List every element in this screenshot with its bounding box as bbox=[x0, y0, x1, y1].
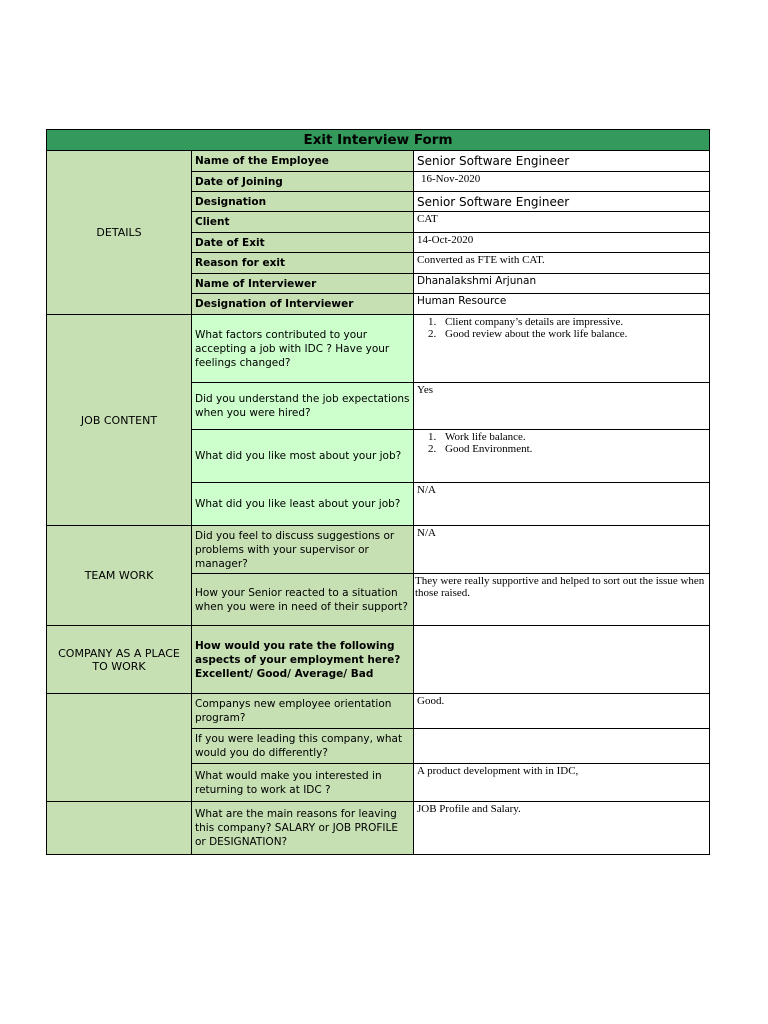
answer-job-expectations: Yes bbox=[414, 383, 710, 430]
question-rate-aspects: How would you rate the following aspects of your employment here? Excellent/ Good/ Average/ Bad bbox=[192, 626, 414, 694]
value-interviewer-name: Dhanalakshmi Arjunan bbox=[414, 274, 710, 294]
label-designation: Designation bbox=[192, 192, 414, 212]
answer-list bbox=[417, 431, 706, 455]
label-reason-for-exit: Reason for exit bbox=[192, 253, 414, 274]
question-leading-company: If you were leading this company, what would you do differently? bbox=[192, 729, 414, 764]
value-reason-for-exit: Converted as FTE with CAT. bbox=[414, 253, 710, 274]
exit-interview-table bbox=[46, 129, 710, 855]
answer-senior-support: They were really supportive and helped to sort out the issue when those raised. bbox=[414, 574, 710, 626]
section-company-place: COMPANY AS A PLACE TO WORK bbox=[47, 626, 192, 694]
value-designation: Senior Software Engineer bbox=[414, 192, 710, 212]
answer-rate-aspects bbox=[414, 626, 710, 694]
answer-item: 2. Good Environment. bbox=[439, 443, 706, 455]
label-date-of-exit: Date of Exit bbox=[192, 233, 414, 253]
value-client: CAT bbox=[414, 212, 710, 233]
answer-returning: A product development with in IDC, bbox=[414, 764, 710, 802]
question-liked-least: What did you like least about your job? bbox=[192, 483, 414, 526]
question-returning: What would make you interested in returning to work at IDC ? bbox=[192, 764, 414, 802]
answer-item: 1. Work life balance. bbox=[439, 431, 706, 443]
section-details: DETAILS bbox=[47, 151, 192, 315]
section-blank bbox=[47, 694, 192, 802]
value-date-of-joining: 16-Nov-2020 bbox=[414, 172, 710, 192]
question-discuss-suggestions: Did you feel to discuss suggestions or problems with your supervisor or manager? bbox=[192, 526, 414, 574]
question-leaving-reasons: What are the main reasons for leaving this company? SALARY or JOB PROFILE or DESIGNATION? bbox=[192, 802, 414, 855]
answer-leaving-reasons: JOB Profile and Salary. bbox=[414, 802, 710, 855]
label-date-of-joining: Date of Joining bbox=[192, 172, 414, 192]
answer-orientation: Good. bbox=[414, 694, 710, 729]
question-accepting-factors: What factors contributed to your accepting a job with IDC ? Have your feelings changed? bbox=[192, 315, 414, 383]
answer-item: 1. Client company’s details are impressive. bbox=[439, 316, 706, 328]
question-senior-support: How your Senior reacted to a situation when you were in need of their support? bbox=[192, 574, 414, 626]
section-job-content: JOB CONTENT bbox=[47, 315, 192, 526]
section-team-work: TEAM WORK bbox=[47, 526, 192, 626]
value-employee-name: Senior Software Engineer bbox=[414, 151, 710, 172]
form-title: Exit Interview Form bbox=[47, 130, 710, 151]
answer-discuss-suggestions: N/A bbox=[414, 526, 710, 574]
label-employee-name: Name of the Employee bbox=[192, 151, 414, 172]
value-interviewer-designation: Human Resource bbox=[414, 294, 710, 315]
answer-liked-most bbox=[414, 430, 710, 483]
label-client: Client bbox=[192, 212, 414, 233]
question-orientation: Companys new employee orientation program? bbox=[192, 694, 414, 729]
answer-item: 2. Good review about the work life balance. bbox=[439, 328, 706, 340]
label-interviewer-designation: Designation of Interviewer bbox=[192, 294, 414, 315]
value-date-of-exit: 14-Oct-2020 bbox=[414, 233, 710, 253]
label-interviewer-name: Name of Interviewer bbox=[192, 274, 414, 294]
question-job-expectations: Did you understand the job expectations when you were hired? bbox=[192, 383, 414, 430]
answer-leading-company bbox=[414, 729, 710, 764]
answer-accepting-factors bbox=[414, 315, 710, 383]
answer-liked-least: N/A bbox=[414, 483, 710, 526]
question-liked-most: What did you like most about your job? bbox=[192, 430, 414, 483]
section-blank-2 bbox=[47, 802, 192, 855]
answer-list bbox=[417, 316, 706, 340]
